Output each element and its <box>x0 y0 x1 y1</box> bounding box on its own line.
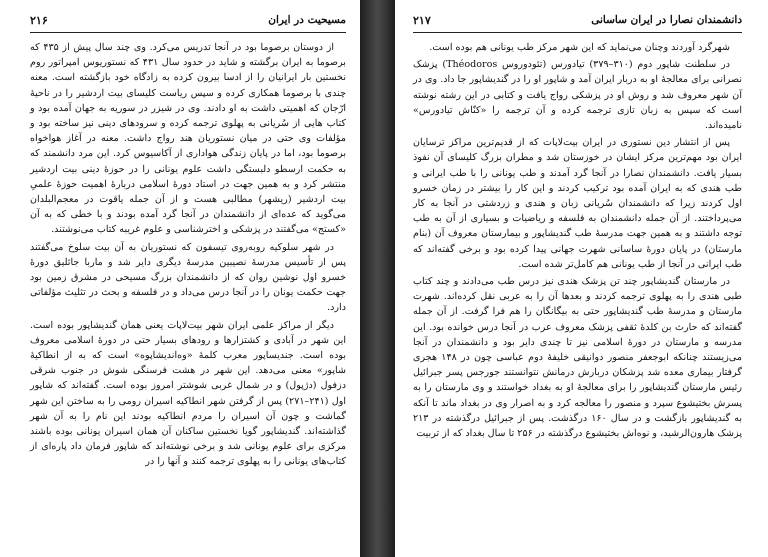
paragraph: از دوستان برصوما بود در آنجا تدریس می‌کرد. وی چند سال پیش از ۴۳۵ که برصوما به ایران برگشته و شاید در حدود سال ۴۳۱ که نستوریوس امپراتور روم نخستین بار ایرانیان را از ادسا بیرون کرده به زادگاه خود بازگشته است. معنه چندی با برصوما همکاری کرده و سپس ریاست کلیسای بیت اردشیر را در ناحیهٔ ارّجان که اهمیتی داشت به او دادند. وی در شیزر در سوریه به جهان آمده بود و کتاب هایی از سُریانی به پهلوی ترجمه کرده و سرودهای دینی نیز ساخته بود و مؤلفات وی حتی در میان نستوریان هند رواج داشت. معنه در آغاز هواخواه برصوما بود، اما در پایان زندگی هواداری از آکاسیوس کرد. این مرد دانشمند که به حکمت ارسطو دلبستگی داشت علوم یونانی را در حوزهٔ دینی بیت اردشیر منتشر کرد و به همین جهت در استاد دورهٔ اسلامی دربارهٔ اهمیت حوزهٔ علمیِ بیت اردشیر (ریشهر) مطالبی هست و از آن جمله یاقوت در معجم‌البلدان می‌گوید که عده‌ای از دانشمندان در آنجا گرد آمده بودند و با خطی که به آن «کستج» می‌گفتند در پزشکی و اخترشناسی و علوم غریبه کتاب می‌نوشتند. <box>30 42 346 236</box>
left-page <box>0 0 360 557</box>
running-title: دانشمندان نصارا در ایران ساسانی <box>591 14 742 26</box>
page-header <box>413 14 742 33</box>
right-page <box>395 0 768 557</box>
paragraph: پس از انتشار دین نستوری در ایران بیت‌لاپات که از قدیم‌ترین مراکز ترسایان ایران بود مهم‌ترین مرکز ایشان در خوزستان شد و مطران بزرگ کلیسای آن نفوذ بسیار یافت. دانشمندان نصارا در آنجا گرد آمدند و طب یونانی را با طب ایرانی و طب هندی که به ایران آمده بود ترکیب کردند و این کار را بیشتر در زمان خسرو اول کردند زیرا که دانشمندان سُریانی زبان و هندی و زردشتی در آنجا به کار می‌پرداختند. از آن جمله دانشمندان به فلسفه و ریاضیات و بسیاری از آن به طب توجه داشتند و به همین جهت مدرسهٔ طب گندیشاپور و بیمارستان معروف آن (بنام مارستان) در پایان دورهٔ ساسانی شهرت جهانی پیدا کرده بود و برخی گفته‌اند که طب ایرانی در آنجا از طب یونانی هم کامل‌تر شده است. <box>413 137 742 270</box>
book-gutter <box>360 0 395 557</box>
paragraph: شهرگرد آوردند وچنان می‌نماید که این شهر مرکز طب یونانی هم بوده است. <box>429 42 730 53</box>
page-header <box>30 14 346 33</box>
paragraph: در سلطنت شاپور دوم (۳۱۰–۳۷۹) تیادورس (تئودوروس Théodoros) پزشک نصرانی برای معالجهٔ او به دربار ایران آمد و شاپور او را در گندیشاپور جا داد. وی در آن شهر معروف شد و روش او در پزشکی رواج یافت و کتابی در این رشته نوشته است که سپس به زبان تازی ترجمه کرده و آن ترجمه را «کنّاش تیادورس» نامیده‌اند. <box>413 59 742 132</box>
paragraph: در مارستان گندیشاپور چند تن پزشک هندی نیز درس طب می‌دادند و چند کتاب طبی هندی را به پهلوی ترجمه کردند و بعدها آن را به عربی نقل کرده‌اند. شهرت مارستان و مدرسهٔ طب گندیشاپور حتی به بیگانگان را هم فرا گرفت. از آن جمله گفته‌اند که حارث بن کلدهٔ ثقفی پزشک معروف عرب در آنجا درس خوانده بود. این مدرسه و مارستان در دورهٔ اسلامی نیز تا چندی دایر بود و دانشمندان در آنجا می‌زیستند چنانکه ابوجعفر منصور دوانیقی خلیفهٔ دوم عباسی چون در ۱۴۸ هجری گرفتار بیماری معده شد پزشکان دربارش درمانش نتوانستند جورجس پسر جبرائیل رئیس مارستان گندیشاپور را برای معالجهٔ او به بغداد خواستند و وی مارستان را به پسرش بختیشوع سپرد و منصور را معالجه کرد و به اصرار وی در بغداد ماند تا آنکه به گندیشاپور بازگشت و در سال ۱۶۰ درگذشت. پس از جبرائیل درگذشته در ۲۱۳ پزشک هارون‌الرشید، و نوه‌اش بختیشوع درگذشته در ۲۵۶ تا سال بغداد که از تربیت <box>413 276 743 440</box>
paragraph: دیگر از مراکز علمی ایران شهر بیت‌لاپات یعنی همان گندیشاپور بوده است. این شهر در آبادی و کشتزارها و رودهای بسیار حتی در دورهٔ اسلامی معروف بوده است. جندیساپور معرب کلمهٔ «وه‌اندیشاپوه» است که به از انطاکیهٔ شاپور» معنی می‌دهد. این شهر در هشت فرسنگی شوش در جنوب شرقی دزفول (دژپول) و در شمال غربی شوشتر امروز بوده است. گفته‌اند که شاپور اول (۲۴۱–۲۷۱) پس از گرفتن شهر انطاکیه اسیران رومی را به ساختن این شهر گماشت و چون آن اسیران را مردم انطاکیه بودند این نام را به آن شهر گذاشته‌اند. گندیشاپور گویا نخستین ساکنان آن همان اسیران یونانی بوده باشند مرکزی برای علوم یونانی شد و برخی نوشته‌اند که شاپور فرمان داد پاره‌ای از کتاب‌های یونانی را به پهلوی ترجمه کنند و آنها را در <box>30 319 346 468</box>
page-number: ۲۱۶ <box>30 14 48 27</box>
page-number: ۲۱۷ <box>413 14 431 27</box>
running-title: مسیحیت در ایران <box>268 14 346 26</box>
paragraph: در شهر سلوکیه روبه‌روی تیسفون که نستوریان به آن بیت سلوخ می‌گفتند پس از تأسیس مدرسهٔ نصیبین مدرسهٔ دیگری دایر شد و ماربا جاثلیق دورهٔ خسرو اول نوشین روان که از دانشمندان بزرگ مسیحی در مشرق زمین بود جهت حکمت یونان را در آنجا درس می‌داد و در فلسفه و بحث در تثلیث مؤلفاتی دارد. <box>30 241 346 314</box>
page-body <box>413 40 742 557</box>
page-body <box>30 40 346 557</box>
